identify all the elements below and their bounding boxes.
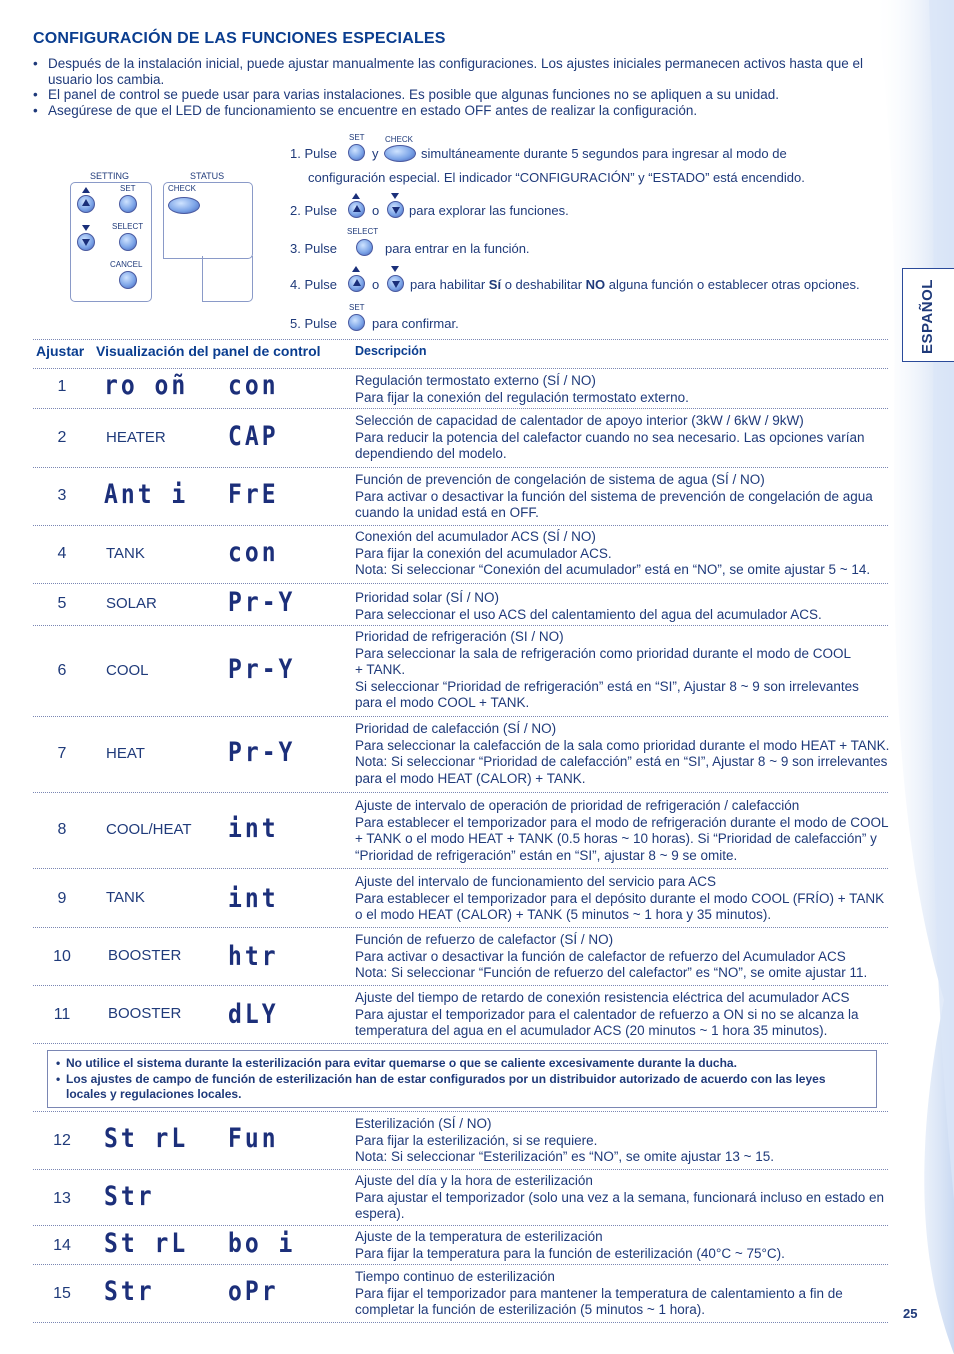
row-mode-label: HEAT [106,745,145,762]
description-line: Nota: Si seleccionar “Esterilización” es “NO”, se omite ajustar 13 ~ 15. [355,1149,775,1164]
divider [33,1169,888,1170]
lcd-display-left: Str [104,1277,155,1307]
lcd-display-right: con [228,538,279,568]
step-1-check-label: CHECK [385,135,414,144]
divider [33,716,888,717]
step-1-text-cont: configuración especial. El indicador “CONFIGURACIÓN” y “ESTADO” está encendido. [308,170,805,185]
step-3-select-label: SELECT [347,227,379,236]
row-mode-label: SOLAR [106,595,157,612]
step-2-prefix: 2. Pulse [290,203,337,218]
warning-item: • Los ajustes de campo de función de esterilización han de estar configurados por un distribuidor autorizado de acuerdo con las leyes locales y regulaciones locales. [56,1072,864,1103]
step-4-no: NO [585,277,606,292]
warning-box [47,1050,877,1108]
row-number: 15 [53,1285,71,1302]
up-arrow-icon [352,266,360,272]
step-4-prefix: 4. Pulse [290,277,337,292]
description-line: Prioridad solar (SÍ / NO) [355,590,500,605]
divider [33,525,888,526]
description-line: + TANK o el modo HEAT + TANK (0.5 horas ~ 10 horas). Si “Prioridad de calefacción” y [355,831,877,846]
lcd-display-left: Str [104,1182,155,1212]
warning-list [56,1056,864,1103]
lcd-display-left: St rL [104,1229,189,1259]
description-line: Conexión del acumulador ACS (SÍ / NO) [355,529,596,544]
step-2-or: o [372,203,380,218]
description-line: Prioridad de calefacción (SÍ / NO) [355,721,557,736]
page-title: CONFIGURACIÓN DE LAS FUNCIONES ESPECIALES [33,30,446,47]
description-line: Para seleccionar la calefacción de la sala como prioridad durante el modo HEAT + TANK. [355,737,890,753]
row-number: 12 [53,1132,71,1149]
intro-item: • El panel de control se puede usar para varias instalaciones. Es posible que algunas funciones no se apliquen a su unidad. [33,87,893,103]
divider [33,1322,888,1323]
row-description [355,472,890,522]
description-line: Ajuste del intervalo de funcionamiento del servicio para ACS [355,874,716,889]
up-button-icon [348,275,365,292]
cancel-button[interactable] [119,271,137,289]
description-line: Para establecer el temporizador para el modo de refrigeración durante el modo de COOL [355,814,889,830]
description-line: Para fijar la conexión del acumulador ACS. [355,545,612,561]
divider [33,1264,888,1265]
row-number: 4 [57,545,67,562]
description-line: Selección de capacidad de calentador de apoyo interior (3kW / 6kW / 9kW) [355,413,804,428]
description-line: Nota: Si seleccionar “Conexión del acumulador” está en “NO”, se omite ajustar 5 ~ 14. [355,562,871,577]
step-2-text: para explorar las funciones. [409,203,569,218]
lcd-display-right: CAP [228,422,279,452]
select-button-icon [356,239,373,256]
description-line: Para establecer el temporizador para el depósito durante el modo COOL (FRÍO) + TANK [355,890,885,906]
description-line: Nota: Si seleccionar “Prioridad de calefacción” está en “SI”, Ajustar 8 ~ 9 son irrelevantes [355,754,888,769]
lcd-display-right: FrE [228,480,279,510]
description-line: Ajuste del día y la hora de esterilización [355,1173,593,1188]
check-button[interactable] [168,197,200,214]
description-line: Ajuste del tiempo de retardo de conexión resistencia eléctrica del acumulador ACS [355,990,850,1005]
divider [33,1043,888,1044]
description-line: Función de prevención de congelación de sistema de agua (SÍ / NO) [355,472,765,487]
row-description [355,874,890,924]
column-header-visualizacion: Visualización del panel de control [96,343,321,359]
set-button-icon [348,314,365,331]
set-button-icon [348,144,365,161]
down-button-icon [387,201,404,218]
setting-label: SETTING [90,171,130,181]
description-line: Para fijar el temporizador para mantener la temperatura de calentamiento a fin de [355,1285,843,1301]
step-1-prefix: 1. Pulse [290,146,337,161]
lcd-display-right: Pr-Y [228,588,296,618]
lcd-display-left: St rL [104,1124,189,1154]
warning-item: • No utilice el sistema durante la esterilización para evitar quemarse o que se caliente excesivamente durante la ducha. [56,1056,864,1072]
lcd-display-right: int [228,814,279,844]
lcd-display-left: ro oñ [104,371,189,401]
divider [33,792,888,793]
row-description [355,1269,890,1319]
row-number: 10 [53,948,71,965]
up-button[interactable] [77,195,95,213]
down-button[interactable] [77,233,95,251]
description-line: Función de refuerzo de calefactor (SÍ / NO) [355,932,614,947]
set-label: SET [120,184,136,193]
row-number: 7 [57,745,67,762]
lcd-display-right: Pr-Y [228,655,296,685]
divider [33,985,888,986]
description-line: Prioridad de refrigeración (SI / NO) [355,629,564,644]
row-number: 5 [57,595,67,612]
description-line: Para ajustar el temporizador para el calentador de refuerzo a ON si no se alcanza la [355,1006,859,1022]
description-line: cuando la unidad está en OFF. [355,505,539,520]
language-label: ESPAÑOL [919,279,936,354]
description-line: Para reducir la potencia del calefactor cuando no sea necesario. Las opciones varían [355,429,865,445]
lcd-display-right: Pr-Y [228,738,296,768]
intro-list [33,56,893,118]
description-line: o el modo HEAT (CALOR) + TANK (5 minutos ~ 1 hora y 35 minutos). [355,907,772,922]
column-header-descripcion: Descripción [355,344,427,358]
row-mode-label: COOL [106,662,149,679]
divider [33,868,888,869]
lcd-display-right: dLY [228,1000,279,1030]
row-mode-label: BOOSTER [108,947,182,964]
row-description [355,721,890,787]
row-number: 6 [57,662,67,679]
row-description [355,529,890,579]
step-1-text: simultáneamente durante 5 segundos para ingresar al modo de [421,146,787,161]
description-line: completar la función de esterilización (5 minutos ~ 1 hora). [355,1302,706,1317]
description-line: Para seleccionar la sala de refrigeración como prioridad durante el modo de COOL [355,645,852,661]
row-number: 14 [53,1237,71,1254]
check-label: CHECK [168,184,197,193]
down-arrow-icon [82,225,90,231]
select-button[interactable] [119,233,137,251]
description-line: Si seleccionar “Prioridad de refrigeración” está en “SI”, Ajustar 8 ~ 9 son irrelevantes [355,678,859,694]
row-mode-label: TANK [106,889,145,906]
divider [33,1111,888,1112]
row-number: 1 [57,378,67,395]
divider [33,625,888,626]
set-button[interactable] [119,195,137,213]
step-4-or: o [372,277,380,292]
description-line: Para fijar la temperatura para la función de esterilización (40°C ~ 75°C). [355,1245,785,1261]
lcd-display-left: Ant i [104,480,189,510]
description-line: “Prioridad de refrigeración” están en “SI”, ajustar 8 ~ 9 se omite. [355,847,738,863]
row-number: 13 [53,1190,71,1207]
step-4-disable-text: o deshabilitar [504,277,583,292]
intro-item: • Asegúrese de que el LED de funcionamiento se encuentre en estado OFF antes de realizar la configuración. [33,103,893,119]
lcd-display-right: htr [228,942,279,972]
description-line: Ajuste de intervalo de operación de prioridad de refrigeración / calefacción [355,798,800,813]
description-line: Tiempo continuo de esterilización [355,1269,555,1284]
check-button-icon [384,145,416,162]
step-4-text [410,277,860,292]
divider [33,408,888,409]
row-number: 8 [57,821,67,838]
step-4-enable-text: para habilitar [410,277,486,292]
divider [33,927,888,928]
step-1-and: y [372,146,379,161]
step-3-prefix: 3. Pulse [290,241,337,256]
column-header-ajustar: Ajustar [36,343,85,359]
page-number: 25 [903,1306,918,1321]
description-line: temperatura del agua en el acumulador ACS (20 minutos ~ 1 hora 35 minutos). [355,1023,828,1038]
divider [33,368,888,369]
up-arrow-icon [82,187,90,193]
description-line: Ajuste de la temperatura de esterilización [355,1229,603,1244]
description-line: espera). [355,1206,405,1221]
down-arrow-icon [391,266,399,272]
lcd-display-right: bo i [228,1229,296,1259]
lcd-display-right: int [228,884,279,914]
row-description [355,629,890,712]
row-description [355,798,890,864]
description-line: dependiendo del modelo. [355,446,507,461]
row-number: 3 [57,487,67,504]
step-4-options-text: alguna función o establecer otras opciones. [608,277,860,292]
up-button-icon [348,201,365,218]
up-arrow-icon [352,193,360,199]
status-box-lower [202,256,253,302]
status-box [163,182,253,259]
description-line: Para fijar la conexión del regulación termostato externo. [355,389,689,405]
divider [33,467,888,468]
description-line: Nota: Si seleccionar “Función de refuerzo del calefactor” es “NO”, se omite ajustar 11. [355,965,868,980]
status-label: STATUS [190,171,225,181]
row-mode-label: BOOSTER [108,1005,182,1022]
select-label: SELECT [112,222,144,231]
description-line: Regulación termostato externo (SÍ / NO) [355,373,596,388]
row-description [355,1229,890,1262]
row-mode-label: TANK [106,545,145,562]
row-description [355,590,890,623]
lcd-display-right: oPr [228,1277,279,1307]
description-line: Para seleccionar el uso ACS del calentamiento del agua del acumulador ACS. [355,606,822,622]
step-5-set-label: SET [349,303,365,312]
divider [33,339,888,340]
language-tab [902,268,954,362]
down-button-icon [387,275,404,292]
row-number: 11 [53,1006,71,1023]
step-5-prefix: 5. Pulse [290,316,337,331]
description-line: para el modo COOL + TANK. [355,695,530,710]
row-mode-label: HEATER [106,429,166,446]
description-line: Para ajustar el temporizador (solo una vez a la semana, funcionará incluso en estado en [355,1189,885,1205]
row-description [355,373,890,406]
description-line: Para activar o desactivar la función de calefactor de refuerzo del Acumulador ACS [355,948,846,964]
step-1-set-label: SET [349,133,365,142]
row-number: 9 [57,890,67,907]
row-description [355,932,890,982]
row-description [355,1173,890,1223]
step-3-text: para entrar en la función. [385,241,530,256]
description-line: Para activar o desactivar la función del sistema de prevención de congelación de agua [355,488,873,504]
row-description [355,990,890,1040]
divider [33,1225,888,1226]
cancel-label: CANCEL [110,260,143,269]
row-description [355,413,890,463]
row-number: 2 [57,429,67,446]
divider [33,583,888,584]
description-line: + TANK. [355,662,406,677]
row-mode-label: COOL/HEAT [106,821,192,838]
description-line: para el modo HEAT (CALOR) + TANK. [355,770,586,786]
step-4-si: Sí [488,277,502,292]
intro-item: • Después de la instalación inicial, puede ajustar manualmente las configuraciones. Los ajustes iniciales permanecen activos hasta que el usuario los cambia. [33,56,893,87]
down-arrow-icon [391,193,399,199]
lcd-display-right: con [228,371,279,401]
description-line: Para fijar la esterilización, si se requiere. [355,1132,598,1148]
row-description [355,1116,890,1166]
lcd-display-right: Fun [228,1124,279,1154]
step-5-text: para confirmar. [372,316,459,331]
description-line: Esterilización (SÍ / NO) [355,1116,492,1131]
